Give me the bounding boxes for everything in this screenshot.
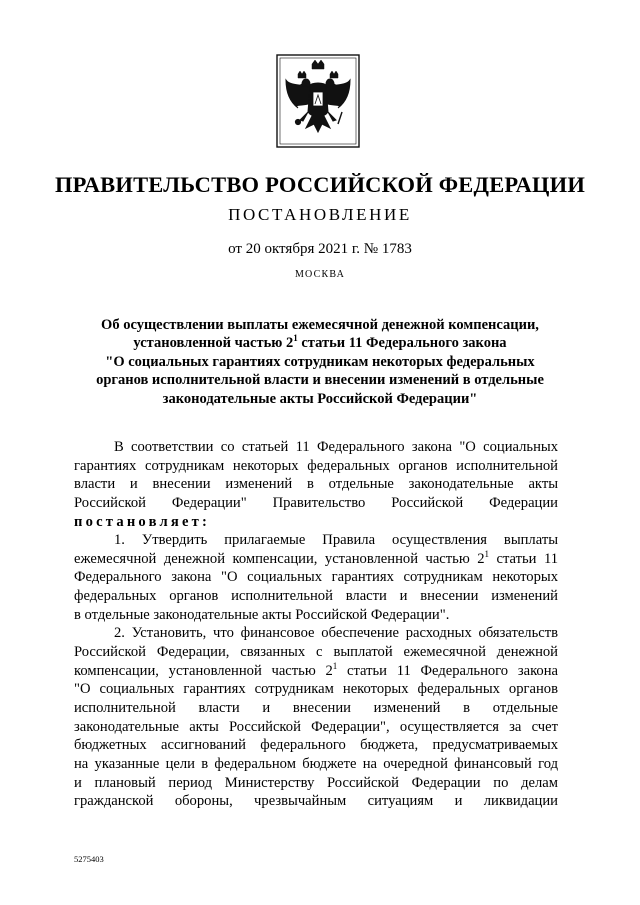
- body-line: 1. Утвердить прилагаемые Правила осуществления выплаты: [114, 532, 558, 549]
- document-code: 5275403: [74, 854, 104, 864]
- body-line: Российской Федерации" Правительство Российской Федерации: [74, 494, 558, 511]
- date-and-number: от 20 октября 2021 г. № 1783: [228, 241, 412, 257]
- title-line: "О социальных гарантиях сотрудникам некоторых федеральных: [105, 353, 535, 370]
- body-line: "О социальных гарантиях сотрудникам некоторых федеральных органов: [74, 681, 558, 698]
- government-heading: ПРАВИТЕЛЬСТВО РОССИЙСКОЙ ФЕДЕРАЦИИ: [54, 172, 586, 197]
- body-line: бюджетных ассигнований федерального бюджета, предусматриваемых: [74, 737, 558, 754]
- body-line: гарантиях сотрудникам некоторых федеральных органов исполнительной: [74, 457, 558, 474]
- title-line: органов исполнительной власти и внесении изменений в отдельные: [96, 372, 544, 389]
- resolves-word: постановляет:: [74, 513, 211, 530]
- body-line: гражданской обороны, чрезвычайным ситуациям и ликвидации: [74, 793, 558, 810]
- document-body: [74, 438, 558, 811]
- document-type: ПОСТАНОВЛЕНИЕ: [228, 205, 412, 224]
- title-line: законодательные акты Российской Федерации": [162, 390, 478, 407]
- body-line: ежемесячной денежной компенсации, установленной частью $2^1$ статьи 11: [74, 549, 558, 567]
- body-line: 2. Установить, что финансовое обеспечение расходных обязательств: [114, 625, 558, 642]
- title-line: установленной частью $2^1$ статьи 11 Федерального закона: [133, 333, 507, 352]
- body-line: и плановый период Министерству Российской Федерации по делам: [74, 774, 558, 791]
- body-line: законодательные акты Российской Федерации", осуществляется за счет: [74, 718, 558, 735]
- body-line: В соответствии со статьей 11 Федерального закона "О социальных: [114, 439, 558, 455]
- body-line: власти и внесении изменений в отдельные законодательные акты: [74, 476, 558, 493]
- body-line: компенсации, установленной частью $2^1$ статьи 11 Федерального закона: [74, 661, 558, 679]
- body-line: на указанные цели в федеральном бюджете на очередной финансовый год: [74, 755, 558, 772]
- body-line: в отдельные законодательные акты Российской Федерации".: [74, 606, 450, 623]
- city: МОСКВА: [294, 269, 346, 280]
- coat-of-arms-icon: [276, 54, 360, 148]
- title-line: Об осуществлении выплаты ежемесячной денежной компенсации,: [101, 317, 539, 333]
- body-line: Федерального закона "О социальных гарантиях сотрудникам некоторых: [74, 569, 558, 586]
- body-line: Российской Федерации, связанных с выплатой ежемесячной денежной: [74, 644, 558, 661]
- body-line: исполнительной власти и внесении изменений в отдельные: [74, 699, 558, 716]
- body-line: федеральных органов исполнительной власти и внесении изменений: [74, 588, 558, 605]
- document-title: [60, 316, 580, 408]
